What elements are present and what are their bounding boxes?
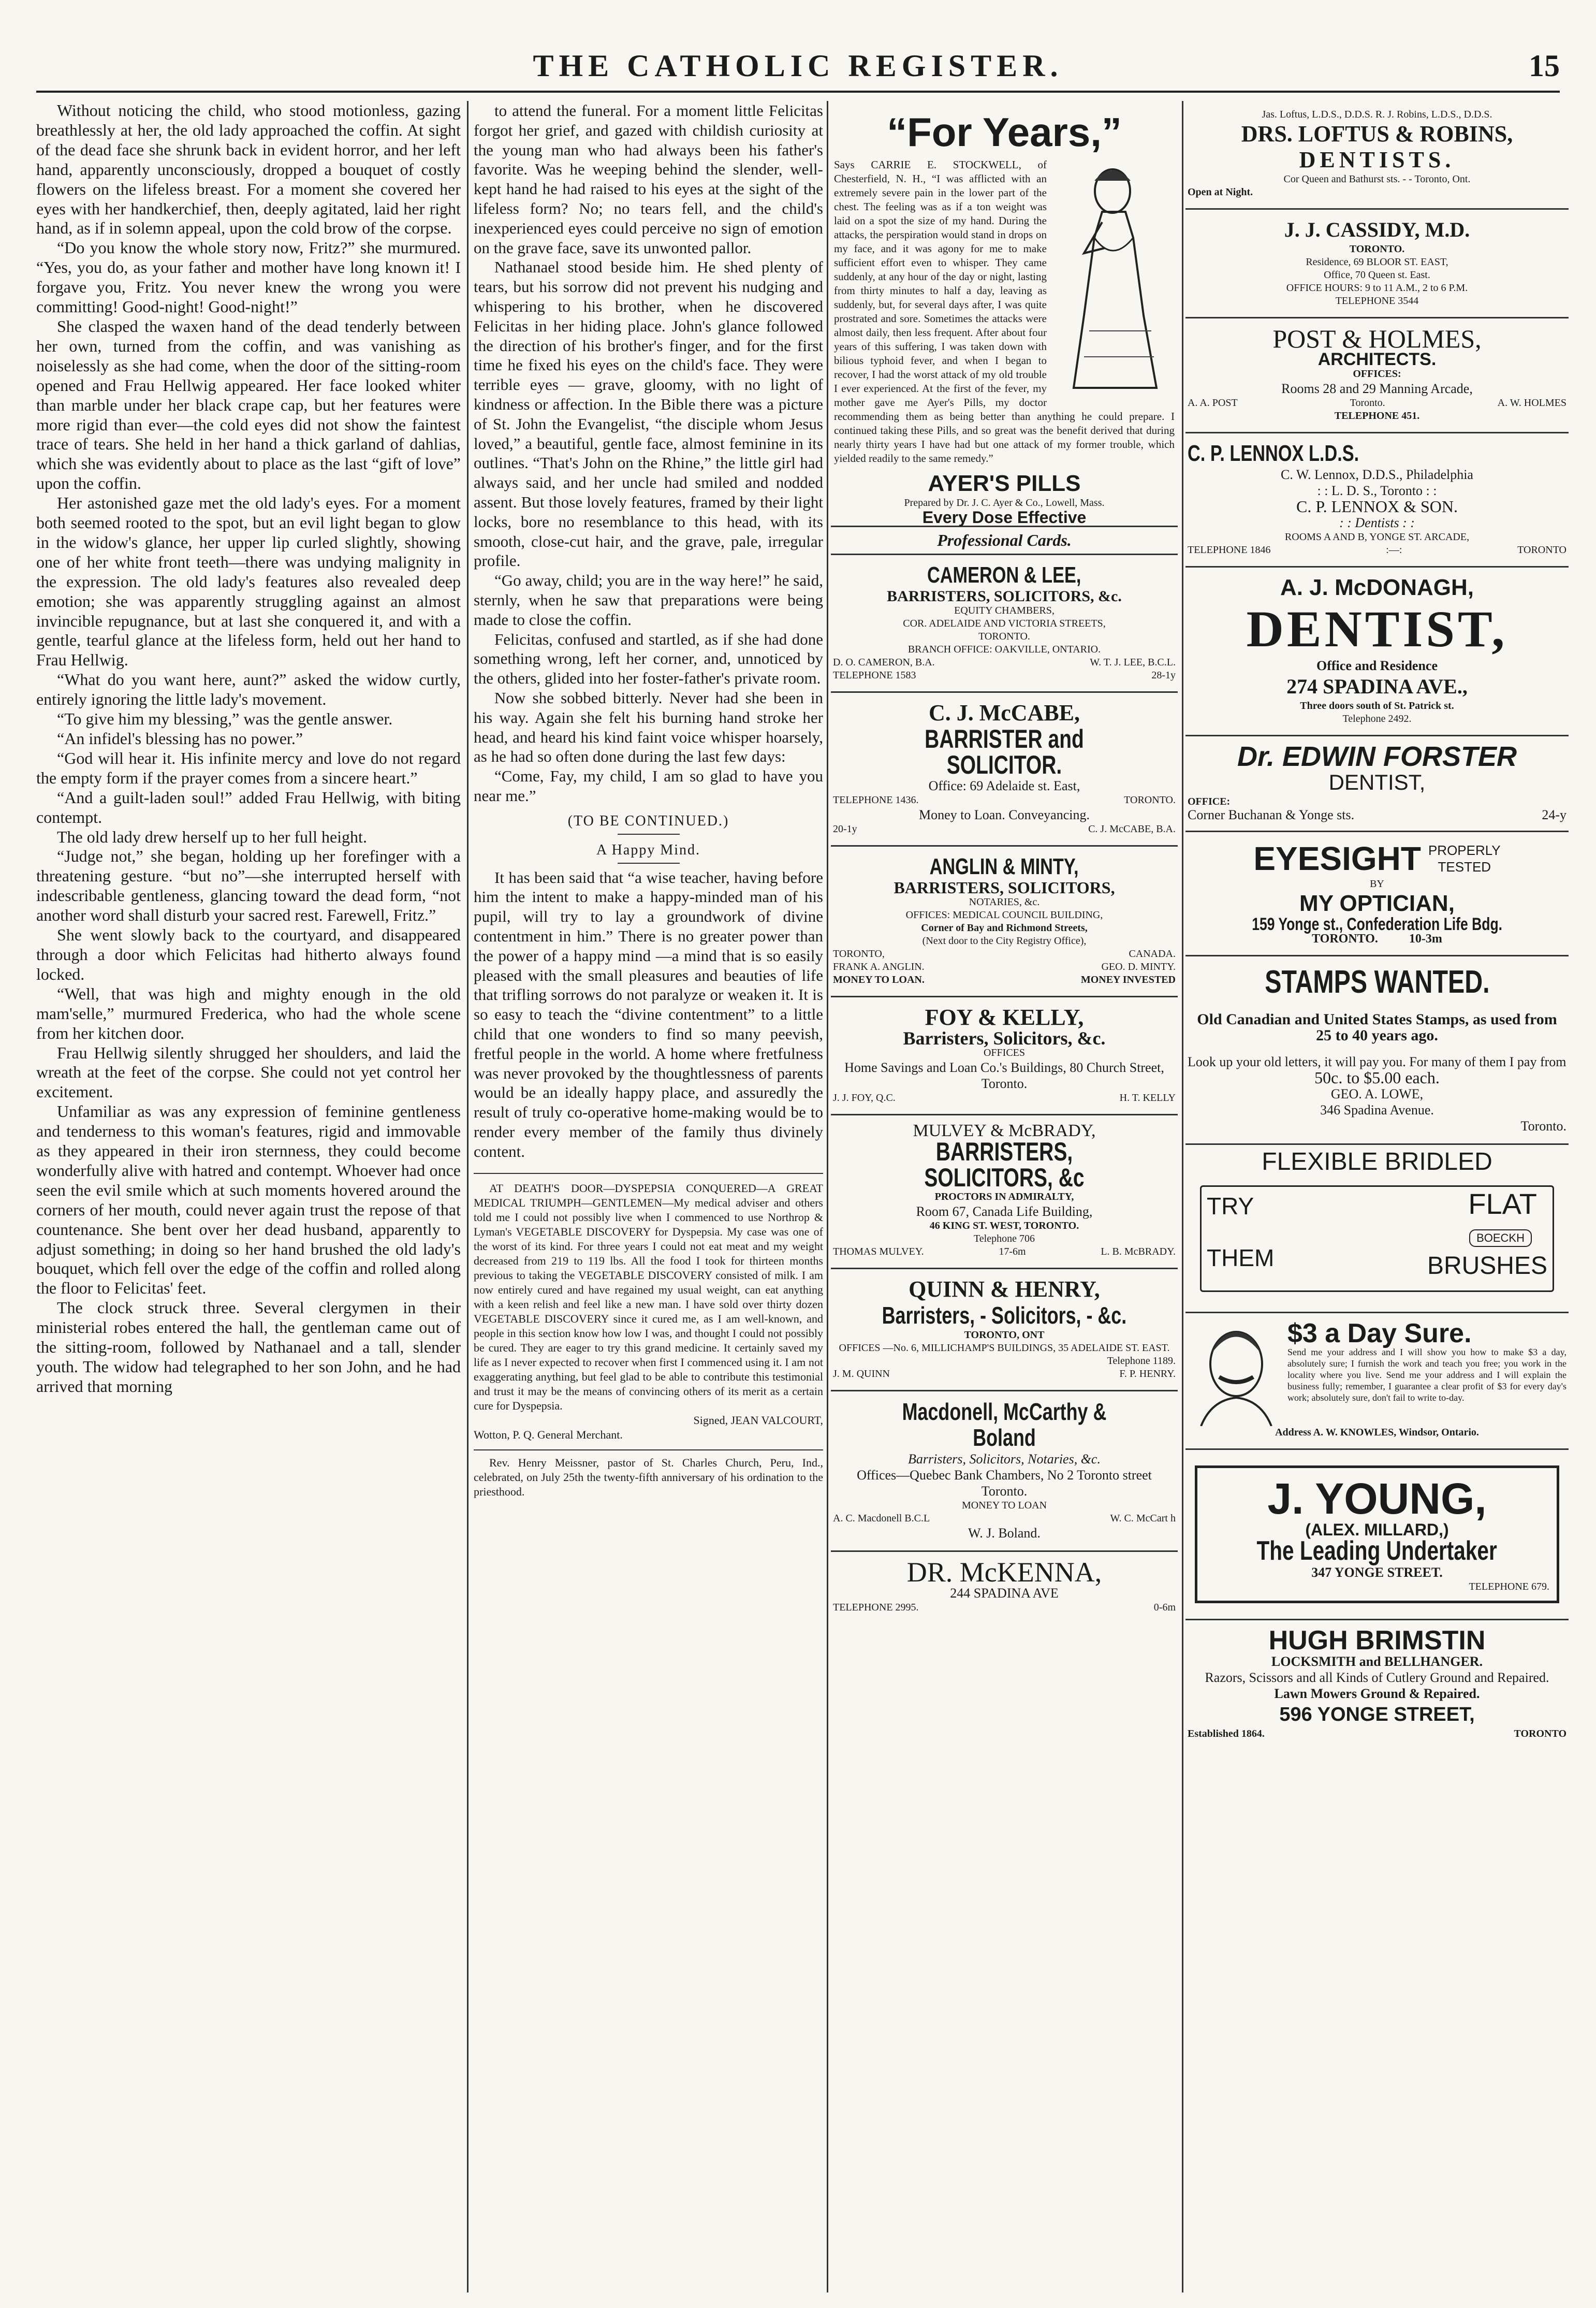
notice-text: AT DEATH'S DOOR—DYSPEPSIA CONQUERED—A GREAT MEDICAL TRIUMPH—GENTLEMEN—My medical adviser and others told me I could not possibly live when I commenced to use Northrop & Lyman's VEGETABLE DISCOVERY for Dyspepsia. My case was one of the worst of its kind. For three years I could not eat meat and my weight decreased from 219 to 119 lbs. All the food I took for thirteen months previous to taking the VEGETABLE DISCOVERY consisted of milk. I am now entirely cured and have regained my usual weight, can eat anything with a keen relish and feel like a new man. I have sold over thirty dozen VEGETABLE DISCOVERY since it cured me, as I am well-known, and people in this section know how low I was, and thought I could not possibly be cured. They are eager to try this grand medicine. It certainly saved my life as I never expected to recover when first I commenced using it. I am not exaggerating anything, but feel glad to be able to contribute this testimonial and trust it may be the means of convincing others of its merit as a certain cure for Dyspepsia.	[474, 1181, 823, 1412]
divider	[474, 1173, 823, 1174]
card-line: Office and Residence	[1316, 658, 1438, 673]
firm-name: POST & HOLMES,	[1272, 324, 1482, 353]
ads-column-3	[831, 101, 1178, 2292]
card-row	[833, 794, 1176, 807]
ad-code: 28-1y	[1151, 670, 1176, 681]
divider	[618, 863, 680, 864]
service: MONEY TO LOAN.	[833, 974, 925, 985]
cameron-lee-card	[831, 555, 1178, 693]
newspaper-title: THE CATHOLIC REGISTER.	[533, 49, 1063, 83]
firm-title: BARRISTERS, SOLICITORS, &c.	[887, 588, 1122, 605]
doctor-name: A. J. McDONAGH,	[1280, 575, 1474, 600]
eyesight-tagline	[1428, 842, 1501, 875]
them-word: THEM	[1207, 1244, 1275, 1271]
card-line: OFFICES	[983, 1047, 1026, 1058]
stamps-wanted-ad	[1185, 956, 1569, 1145]
story-column-1	[36, 101, 461, 2292]
story-paragraph: “An infidel's blessing has no power.”	[57, 729, 303, 748]
card-line: TELEPHONE 3544	[1335, 295, 1419, 307]
partner: A. W. HOLMES	[1497, 397, 1566, 409]
card-line: Cor Queen and Bathurst sts. - - Toronto, Ont.	[1283, 173, 1471, 185]
service: MONEY INVESTED	[1080, 974, 1176, 985]
firm-name: J. YOUNG,	[1267, 1474, 1487, 1523]
section-title: Professional Cards.	[937, 531, 1072, 549]
card-line: OFFICE HOURS: 9 to 11 A.M., 2 to 6 P.M.	[1286, 282, 1468, 294]
firm-name: MULVEY & McBRADY,	[913, 1121, 1096, 1140]
card-line: Three doors south of St. Patrick st.	[1300, 700, 1454, 712]
column-rule	[827, 101, 828, 2292]
mckenna-card	[831, 1552, 1178, 1623]
firm-name-text: ANGLIN & MINTY,	[930, 854, 1079, 879]
ad-code: 0-6m	[1153, 1602, 1176, 1613]
story-paragraph: Frau Hellwig silently shrugged her shoulders, and laid the wreath at the feet of the corpse. She could not yet control her excitement.	[36, 1043, 461, 1101]
ad-address: Address A. W. KNOWLES, Windsor, Ontario.	[1275, 1427, 1479, 1438]
card-row	[1188, 808, 1566, 821]
card-row	[833, 1601, 1176, 1614]
card-line: 274 SPADINA AVE.,	[1286, 675, 1468, 698]
notice-signature: Signed, JEAN VALCOURT,	[693, 1413, 823, 1427]
flat-word: FLAT	[1468, 1187, 1537, 1220]
card-line: Telephone 1189.	[1107, 1355, 1176, 1367]
ayers-pills-ad	[831, 101, 1178, 527]
boeckh-brush-ad	[1185, 1145, 1569, 1313]
happy-mind-article	[474, 868, 823, 1162]
card-line: PROCTORS IN ADMIRALTY,	[934, 1191, 1074, 1202]
city: TORONTO	[1517, 544, 1566, 556]
card-line: COR. ADELAIDE AND VICTORIA STREETS,	[903, 618, 1106, 629]
established: Established 1864.	[1188, 1728, 1265, 1739]
story-paragraph: Felicitas, confused and startled, as if she had done something wrong, left her corner, and, unnoticed by the others, glided into her foster-father's private room.	[474, 630, 823, 688]
card-line: 346 Spadina Avenue.	[1320, 1102, 1434, 1117]
card-line: W. J. Boland.	[968, 1526, 1041, 1541]
price-line: 50c. to $5.00 each.	[1314, 1068, 1440, 1087]
card-line: TORONTO.	[1349, 243, 1405, 255]
testimonial-notice	[474, 1181, 823, 1442]
ad-headline: FLEXIBLE BRIDLED	[1262, 1148, 1492, 1175]
card-row	[1188, 933, 1566, 946]
ad-code: 20-1y	[833, 823, 857, 835]
card-row	[833, 1512, 1176, 1525]
partner: FRANK A. ANGLIN.	[833, 961, 925, 972]
card-line: MONEY TO LOAN	[961, 1500, 1047, 1511]
try-word: TRY	[1207, 1193, 1254, 1220]
firm-name: C. J. McCABE,	[928, 700, 1080, 725]
doctor-name: DR. McKENNA,	[906, 1557, 1102, 1588]
card-row	[1188, 1728, 1566, 1740]
card-line: Old Canadian and United States Stamps, as used from 25 to 40 years ago.	[1197, 1011, 1557, 1044]
card-row	[1188, 544, 1566, 557]
story-paragraph: Nathanael stood beside him. He shed plenty of tears, but his sorrow did not prevent his nudging and whispering to his brother, when he discovered Felicitas in her hiding place. John's glance followed the direction of his brother's finger, and for the first time he fixed his eyes on the child's face. They were terrible eyes — grave, gloomy, with no light of kindness or affection. In the Bible there was a picture of St. John the Evangelist, “the disciple whom Jesus loved,” a beautiful, gentle face, almost feminine in its outlines. “That's John on the Rhine,” the little girl had always said, and her uncle had smiled and nodded assent. But those lovely features, framed by their light locks, bore no resemblance to this head, with its smooth, close-cut hair, and the grave, pale, irregular profile.	[474, 258, 823, 570]
mcdonagh-card	[1185, 568, 1569, 736]
card-line: NOTARIES, &c.	[969, 896, 1040, 908]
story-paragraph: Without noticing the child, who stood motionless, gazing breathlessly at her, the old lady approached the coffin. At sight of the dead face she shrunk back in evident horror, and her left hand, apparently unconsciously, dropped a bouquet of costly flowers on the lifeless breast. For a moment she covered her eyes with her handkerchief, then, deeply agitated, laid her right hand, as if in solemn appeal, upon the cold brow of the corpse.	[36, 101, 461, 238]
card-row	[833, 1245, 1176, 1258]
city: TORONTO	[1514, 1728, 1566, 1739]
firm-title	[833, 1139, 1176, 1191]
card-line: Corner of Bay and Richmond Streets,	[921, 922, 1088, 934]
ad-testimonial: Says CARRIE E. STOCKWELL, of Chesterfield, N. H., “I was afflicted with an extremely severe pain in the lower part of the chest. The feeling was as if a ton weight was laid on a spot the size of my hand. During the attacks, the perspiration would stand in drops on my face, and it was agony for me to make sufficient effort even to whisper. They came suddenly, at any hour of the day or night, lasting from thirty minutes to half a day, leaving as suddenly, but, for several days after, I was quite prostrated and sore. Sometimes the attacks were almost daily, then less frequent. After about four years of this suffering, I was taken down with bilious typhoid fever, and when I began to recover, I had the worst attack of my old trouble I ever experienced. At the first of the fever, my mother gave me Ayer's Pills, my doctor recommending them as being better than anything he could prepare. I continued taking these Pills, and so great was the benefit derived that during nearly thirty years I have had but one attack of my former trouble, which yielded readily to the same remedy.”	[834, 158, 1175, 464]
firm-name	[833, 562, 1176, 588]
story-paragraph: The old lady drew herself up to her full height.	[57, 827, 367, 846]
card-line: Lawn Mowers Ground & Repaired.	[1274, 1686, 1480, 1701]
ad-headline: “For Years,”	[887, 109, 1122, 155]
firm-title-text: BARRISTERS, SOLICITORS, &c	[924, 1137, 1085, 1192]
firm-title: BARRISTERS, SOLICITORS,	[894, 878, 1115, 897]
firm-title: DENTIST,	[1246, 600, 1508, 658]
card-row	[833, 1092, 1176, 1105]
partner: J. J. FOY, Q.C.	[833, 1092, 896, 1104]
address: Corner Buchanan & Yonge sts.	[1188, 807, 1355, 822]
card-line: OFFICES —No. 6, MILLICHAMP'S BUILDINGS, 35 ADELAIDE ST. EAST.	[839, 1342, 1170, 1354]
firm-title	[833, 1302, 1176, 1329]
card-line: Residence, 69 BLOOR ST. EAST,	[1306, 256, 1448, 268]
card-row	[1188, 397, 1566, 410]
card-line: Open at Night.	[1188, 186, 1253, 198]
card-line: OFFICES:	[1353, 368, 1401, 380]
column-rule	[1182, 101, 1183, 2292]
mulvey-mcbrady-card	[831, 1115, 1178, 1269]
firm-name: HUGH BRIMSTIN	[1268, 1625, 1486, 1656]
story-paragraph: She went slowly back to the courtyard, and disappeared through a door which Felicitas had hitherto always found locked.	[36, 925, 461, 983]
card-line: OFFICE:	[1188, 796, 1231, 807]
firm-name-text: CAMERON & LEE,	[927, 562, 1081, 588]
telephone: TELEPHONE 1583	[833, 670, 916, 681]
eyesight-word: EYESIGHT	[1253, 840, 1421, 877]
card-row	[833, 823, 1176, 836]
woman-illustration	[1053, 160, 1175, 393]
partner: A. A. POST	[1188, 397, 1238, 409]
card-row	[833, 948, 1176, 961]
undertaker-ad	[1185, 1450, 1569, 1620]
brushes-word: BRUSHES	[1427, 1252, 1547, 1280]
masthead	[36, 44, 1560, 93]
card-line: TELEPHONE 679.	[1469, 1581, 1549, 1592]
card-line: Jas. Loftus, L.D.S., D.D.S. R. J. Robins, L.D.S., D.D.S.	[1262, 109, 1492, 120]
page-number: 15	[1529, 49, 1560, 83]
city: TORONTO,	[833, 948, 885, 960]
card-line: Office: 69 Adelaide st. East,	[928, 778, 1080, 793]
firm-name: FOY & KELLY,	[925, 1005, 1084, 1030]
partner: D. O. CAMERON, B.A.	[833, 657, 935, 668]
headline-text: STAMPS WANTED.	[1264, 964, 1490, 1000]
firm-title-text: Barristers, - Solicitors, - &c.	[882, 1302, 1127, 1329]
card-line: 596 YONGE STREET,	[1279, 1704, 1475, 1725]
separator: :—:	[1386, 544, 1402, 556]
serial-story-continued	[474, 101, 823, 806]
card-line: Offices—Quebec Bank Chambers, No 2 Toronto street	[857, 1468, 1152, 1483]
partner: W. T. J. LEE, B.C.L.	[1090, 657, 1176, 668]
article-title: A Happy Mind.	[596, 841, 700, 858]
story-paragraph: to attend the funeral. For a moment little Felicitas forgot her grief, and gazed with childish curiosity at the young man who had always been his father's favorite. Was he weeping behind the slender, well-kept hand he had raised to his eyes at the sight of the lifeless form? No; no tears fell, and the child's inexperienced eyes could perceive no sign of emotion on the grave face, save its unwonted pallor.	[474, 101, 823, 257]
story-paragraph: “What do you want here, aunt?” asked the widow curtly, entirely ignoring the little lady's movement.	[36, 670, 461, 709]
column-rule	[467, 101, 468, 2292]
tagline-part: PROPERLY	[1428, 843, 1501, 858]
mccabe-card	[831, 693, 1178, 847]
story-paragraph: “Do you know the whole story now, Fritz?” she murmured. “Yes, you do, as your father and mother have long known it! I forgave you, Fritz. You never knew the wrong you were committing! Good-night! Good-night!”	[36, 238, 461, 316]
card-line: LOCKSMITH and BELLHANGER.	[1271, 1654, 1483, 1669]
card-line: BY	[1370, 878, 1384, 890]
notice-text: Rev. Henry Meissner, pastor of St. Charles Church, Peru, Ind., celebrated, on July 25th the twenty-fifth anniversary of his ordination to the priesthood.	[474, 1456, 823, 1498]
firm-title	[1205, 1538, 1549, 1564]
ad-body	[834, 158, 1175, 466]
card-line: Home Savings and Loan Co.'s Buildings, 80 Church Street, Toronto.	[844, 1060, 1164, 1091]
lennox-card	[1185, 433, 1569, 568]
card-line: TORONTO.	[978, 631, 1030, 642]
man-portrait-illustration	[1191, 1323, 1281, 1426]
telephone: TELEPHONE 1436.	[833, 794, 919, 806]
firm-name: QUINN & HENRY,	[909, 1276, 1100, 1302]
story-paragraph: “To give him my blessing,” was the gentle answer.	[57, 709, 393, 729]
card-line: C. P. LENNOX & SON.	[1296, 497, 1458, 516]
ayers-pills-brand: AYER'S PILLS	[928, 471, 1081, 496]
story-paragraph: “God will hear it. His infinite mercy and love do not regard the empty form if the prayer comes from a sincere heart.”	[36, 748, 461, 787]
partner: A. C. Macdonell B.C.L	[833, 1513, 930, 1524]
card-line: Rooms 28 and 29 Manning Arcade,	[1281, 381, 1473, 396]
card-line: C. W. Lennox, D.D.S., Philadelphia	[1281, 467, 1473, 482]
professional-cards-heading	[831, 527, 1178, 555]
city: TORONTO.	[1124, 794, 1176, 806]
partner: W. C. McCart h	[1110, 1513, 1176, 1524]
story-paragraph: “And a guilt-laden soul!” added Frau Hellwig, with biting contempt.	[36, 788, 461, 826]
country: CANADA.	[1129, 948, 1176, 960]
story-paragraph: The clock struck three. Several clergymen in their ministerial robes entered the hall, the gentleman came out of the sitting-room, followed by Nathanael and a tall, slender youth. The widow had telegraphed to her son John, and he had arrived that morning	[36, 1298, 461, 1396]
card-line: Razors, Scissors and all Kinds of Cutlery Ground and Repaired.	[1205, 1670, 1549, 1685]
story-paragraph: “Well, that was high and mighty enough in the old mam'selle,” murmured Frederica, who had the whole scene from her kitchen door.	[36, 984, 461, 1042]
card-line: GEO. A. LOWE,	[1330, 1086, 1424, 1101]
ad-body: Send me your address and I will show you how to make $3 a day, absolutely sure; I furnish the work and teach you free; you work in the locality where you live. Send me your address and I will explain the business fully; remember, I guarantee a clear profit of $3 for every day's work; absolutely sure, don't fail to write to-day.	[1287, 1347, 1566, 1403]
doctor-name: Dr. EDWIN FORSTER	[1237, 741, 1517, 772]
ads-column-4	[1185, 101, 1569, 2292]
card-line: TELEPHONE 451.	[1334, 410, 1420, 422]
optician-card	[1185, 832, 1569, 956]
card-line: EQUITY CHAMBERS,	[954, 605, 1055, 616]
to-be-continued: (TO BE CONTINUED.)	[567, 812, 729, 829]
story-paragraph: “Come, Fay, my child, I am so glad to have you near me.”	[474, 767, 823, 805]
card-row	[833, 656, 1176, 669]
card-line: (ALEX. MILLARD,)	[1305, 1520, 1449, 1539]
tagline-part: TESTED	[1438, 859, 1491, 875]
foy-kelly-card	[831, 997, 1178, 1115]
card-line: : : L. D. S., Toronto : :	[1317, 483, 1437, 498]
firm-title-text: The Leading Undertaker	[1256, 1536, 1498, 1566]
quinn-henry-card	[831, 1269, 1178, 1391]
card-line: 347 YONGE STREET.	[1311, 1565, 1443, 1580]
three-dollar-ad	[1185, 1313, 1569, 1450]
macdonell-card	[831, 1391, 1178, 1552]
brush-illustration	[1200, 1185, 1554, 1292]
brimstin-ad	[1185, 1620, 1569, 1750]
eyesight-banner	[1188, 839, 1566, 878]
card-line: BRANCH OFFICE: OAKVILLE, ONTARIO.	[907, 644, 1101, 655]
ad-code: 10-3m	[1409, 932, 1442, 946]
firm-name-text: Macdonell, McCarthy & Boland	[902, 1398, 1107, 1451]
card-line: 244 SPADINA AVE	[950, 1586, 1059, 1601]
article-paragraph: It has been said that “a wise teacher, having before him the intent to make a happy-minded man of his pupil, will try to lay a groundwork of divine contentment in him.” There is no greater power than the power of a happy mind —a mind that is so easily pleased with the small pleasures and beauties of life that trifling sorrows do not paralyze or weaken it. It is so easy to teach the “divine contentment” to a little child that one wonders to find so many peevish, fretful people in the world. A home where fretfulness was never provoked by the thoughtlessness of parents would be an ideally happy place, and assuredly the result of truly co-operative home-making would be to render every member of the family thus divinely content.	[474, 868, 823, 1160]
loftus-robins-card	[1185, 101, 1569, 210]
ayers-tagline: Every Dose Effective	[922, 508, 1087, 527]
card-line: Toronto.	[981, 1484, 1028, 1499]
card-line: Room 67, Canada Life Building,	[916, 1204, 1093, 1219]
firm-title: ARCHITECTS.	[1317, 350, 1437, 369]
ad-headline	[1188, 964, 1566, 1001]
card-row	[833, 1368, 1176, 1381]
card-line: ROOMS A AND B, YONGE ST. ARCADE,	[1284, 531, 1470, 543]
city: Toronto.	[1350, 397, 1385, 409]
card-row	[833, 961, 1176, 974]
firm-title: MY OPTICIAN,	[1299, 891, 1455, 916]
doctor-name: J. J. CASSIDY, M.D.	[1284, 218, 1470, 241]
ayers-maker: Prepared by Dr. J. C. Ayer & Co., Lowell, Mass.	[904, 497, 1105, 509]
notice-place: Wotton, P. Q. General Merchant.	[474, 1428, 623, 1441]
undertaker-frame	[1195, 1465, 1559, 1603]
cassidy-card	[1185, 210, 1569, 318]
firm-title: DENTIST,	[1328, 770, 1426, 794]
partner: F. P. HENRY.	[1119, 1368, 1176, 1380]
telephone: TELEPHONE 2995.	[833, 1602, 919, 1613]
firm-title-text: BARRISTER and SOLICITOR.	[925, 724, 1084, 779]
ad-headline: $3 a Day Sure.	[1287, 1318, 1472, 1348]
partner: H. T. KELLY	[1119, 1092, 1176, 1104]
card-line: Look up your old letters, it will pay you. For many of them I pay from	[1188, 1054, 1566, 1069]
serial-story	[36, 101, 461, 1397]
ad-code: 17-6m	[999, 1246, 1026, 1257]
card-line: OFFICES: MEDICAL COUNCIL BUILDING,	[905, 909, 1103, 921]
telephone: TELEPHONE 1846	[1188, 544, 1271, 556]
card-line: Telephone 706	[973, 1233, 1035, 1244]
story-paragraph: Her astonished gaze met the old lady's eyes. For a moment both seemed rooted to the spot, but an evil light began to glow in the widow's glance, her upper lip curled slightly, showing one of her white front teeth—there was undying malignity in the expression. The old lady's features also revealed deep emotion; she was apparently struggling against an almost invincible repugnance, but at last she conquered it, and with a gentle, tearful glance at the lifeless form, held out her hand to Frau Hellwig.	[36, 493, 461, 670]
story-paragraph: Unfamiliar as was any expression of feminine gentleness and tenderness to this woman's features, rigid and immovable as they appeared in their iron sternness, they could become wonderfully alive with hatred and contempt. Whoever had once seen the evil smile which at such moments hovered around the corners of her mouth, could never again trust the repose of that countenance. She bent over her dead husband, apparently to adjust something; in doing so her hand brushed the old lady's bouquet, which fell over the edge of the coffin and rolled along the floor to Felicitas' feet.	[36, 1102, 461, 1298]
card-line: TORONTO, ONT	[964, 1329, 1045, 1341]
firm-title: Barristers, Solicitors, &c.	[903, 1028, 1106, 1049]
story-paragraph: “Go away, child; you are in the way here!” he said, sternly, when he saw that preparations were being made to close the coffin.	[474, 571, 823, 629]
brand-oval: BOECKH	[1469, 1229, 1532, 1247]
firm-name	[833, 854, 1176, 880]
partner: THOMAS MULVEY.	[833, 1246, 924, 1257]
divider	[474, 1449, 823, 1450]
card-row	[833, 974, 1176, 986]
firm-title	[833, 726, 1176, 778]
card-line	[1188, 917, 1566, 933]
firm-name-text: C. P. LENNOX L.D.S.	[1188, 441, 1359, 466]
card-line: (Next door to the City Registry Office),	[922, 935, 1087, 947]
card-line: : : Dentists : :	[1339, 515, 1415, 530]
story-paragraph: Now she sobbed bitterly. Never had she been in his way. Again she felt his burning hand stroke her head, and heard his kind faint voice whisper hoarsely, as he had so often done during the last few days:	[474, 688, 823, 766]
firm-name: DRS. LOFTUS & ROBINS,	[1241, 121, 1513, 147]
firm-title: DENTISTS.	[1299, 147, 1455, 172]
anglin-minty-card	[831, 847, 1178, 997]
firm-title: Barristers, Solicitors, Notaries, &c.	[908, 1451, 1101, 1467]
partner: L. B. McBRADY.	[1101, 1246, 1176, 1257]
post-holmes-card	[1185, 318, 1569, 433]
card-line: Money to Loan. Conveyancing.	[919, 807, 1090, 822]
partner: J. M. QUINN	[833, 1368, 890, 1380]
address-text: 159 Yonge st., Confederation Life Bdg.	[1252, 915, 1502, 934]
card-line: 46 KING ST. WEST, TORONTO.	[929, 1220, 1079, 1231]
ad-code: 24-y	[1542, 807, 1566, 822]
story-column-2	[474, 101, 823, 2292]
card-line: Telephone 2492.	[1342, 713, 1412, 724]
story-paragraph: She clasped the waxen hand of the dead tenderly between her own, turned from the coffin, and was vanishing as noiselessly as she had come, when the door of the sitting-room opened and Frau Hellwig appeared. Her face looked whiter than marble under her black crape cap, but her features were more rigid than ever—the cold eyes did not show the faintest trace of tears. She held in her hand a thick garland of dahlias, which she was evidently about to place as the last “gift of love” upon the coffin.	[36, 316, 461, 493]
card-line: Office, 70 Queen st. East.	[1324, 269, 1430, 281]
card-line: Toronto.	[1520, 1119, 1566, 1134]
partner: GEO. D. MINTY.	[1101, 961, 1176, 972]
city: TORONTO.	[1312, 932, 1378, 946]
story-paragraph: “Judge not,” she began, holding up her forefinger with a threatening gesture. “but no”—she interrupted herself with indescribable gentleness, glancing toward the dead form, “not another word shall disturb your sacred rest. Farewell, Fritz.”	[36, 847, 461, 925]
divider	[618, 834, 680, 835]
partner: C. J. McCABE, B.A.	[1088, 823, 1176, 835]
firm-name	[1188, 441, 1566, 467]
clergy-notice	[474, 1456, 823, 1499]
forster-card	[1185, 736, 1569, 832]
firm-name	[833, 1399, 1176, 1451]
card-row	[833, 669, 1176, 682]
